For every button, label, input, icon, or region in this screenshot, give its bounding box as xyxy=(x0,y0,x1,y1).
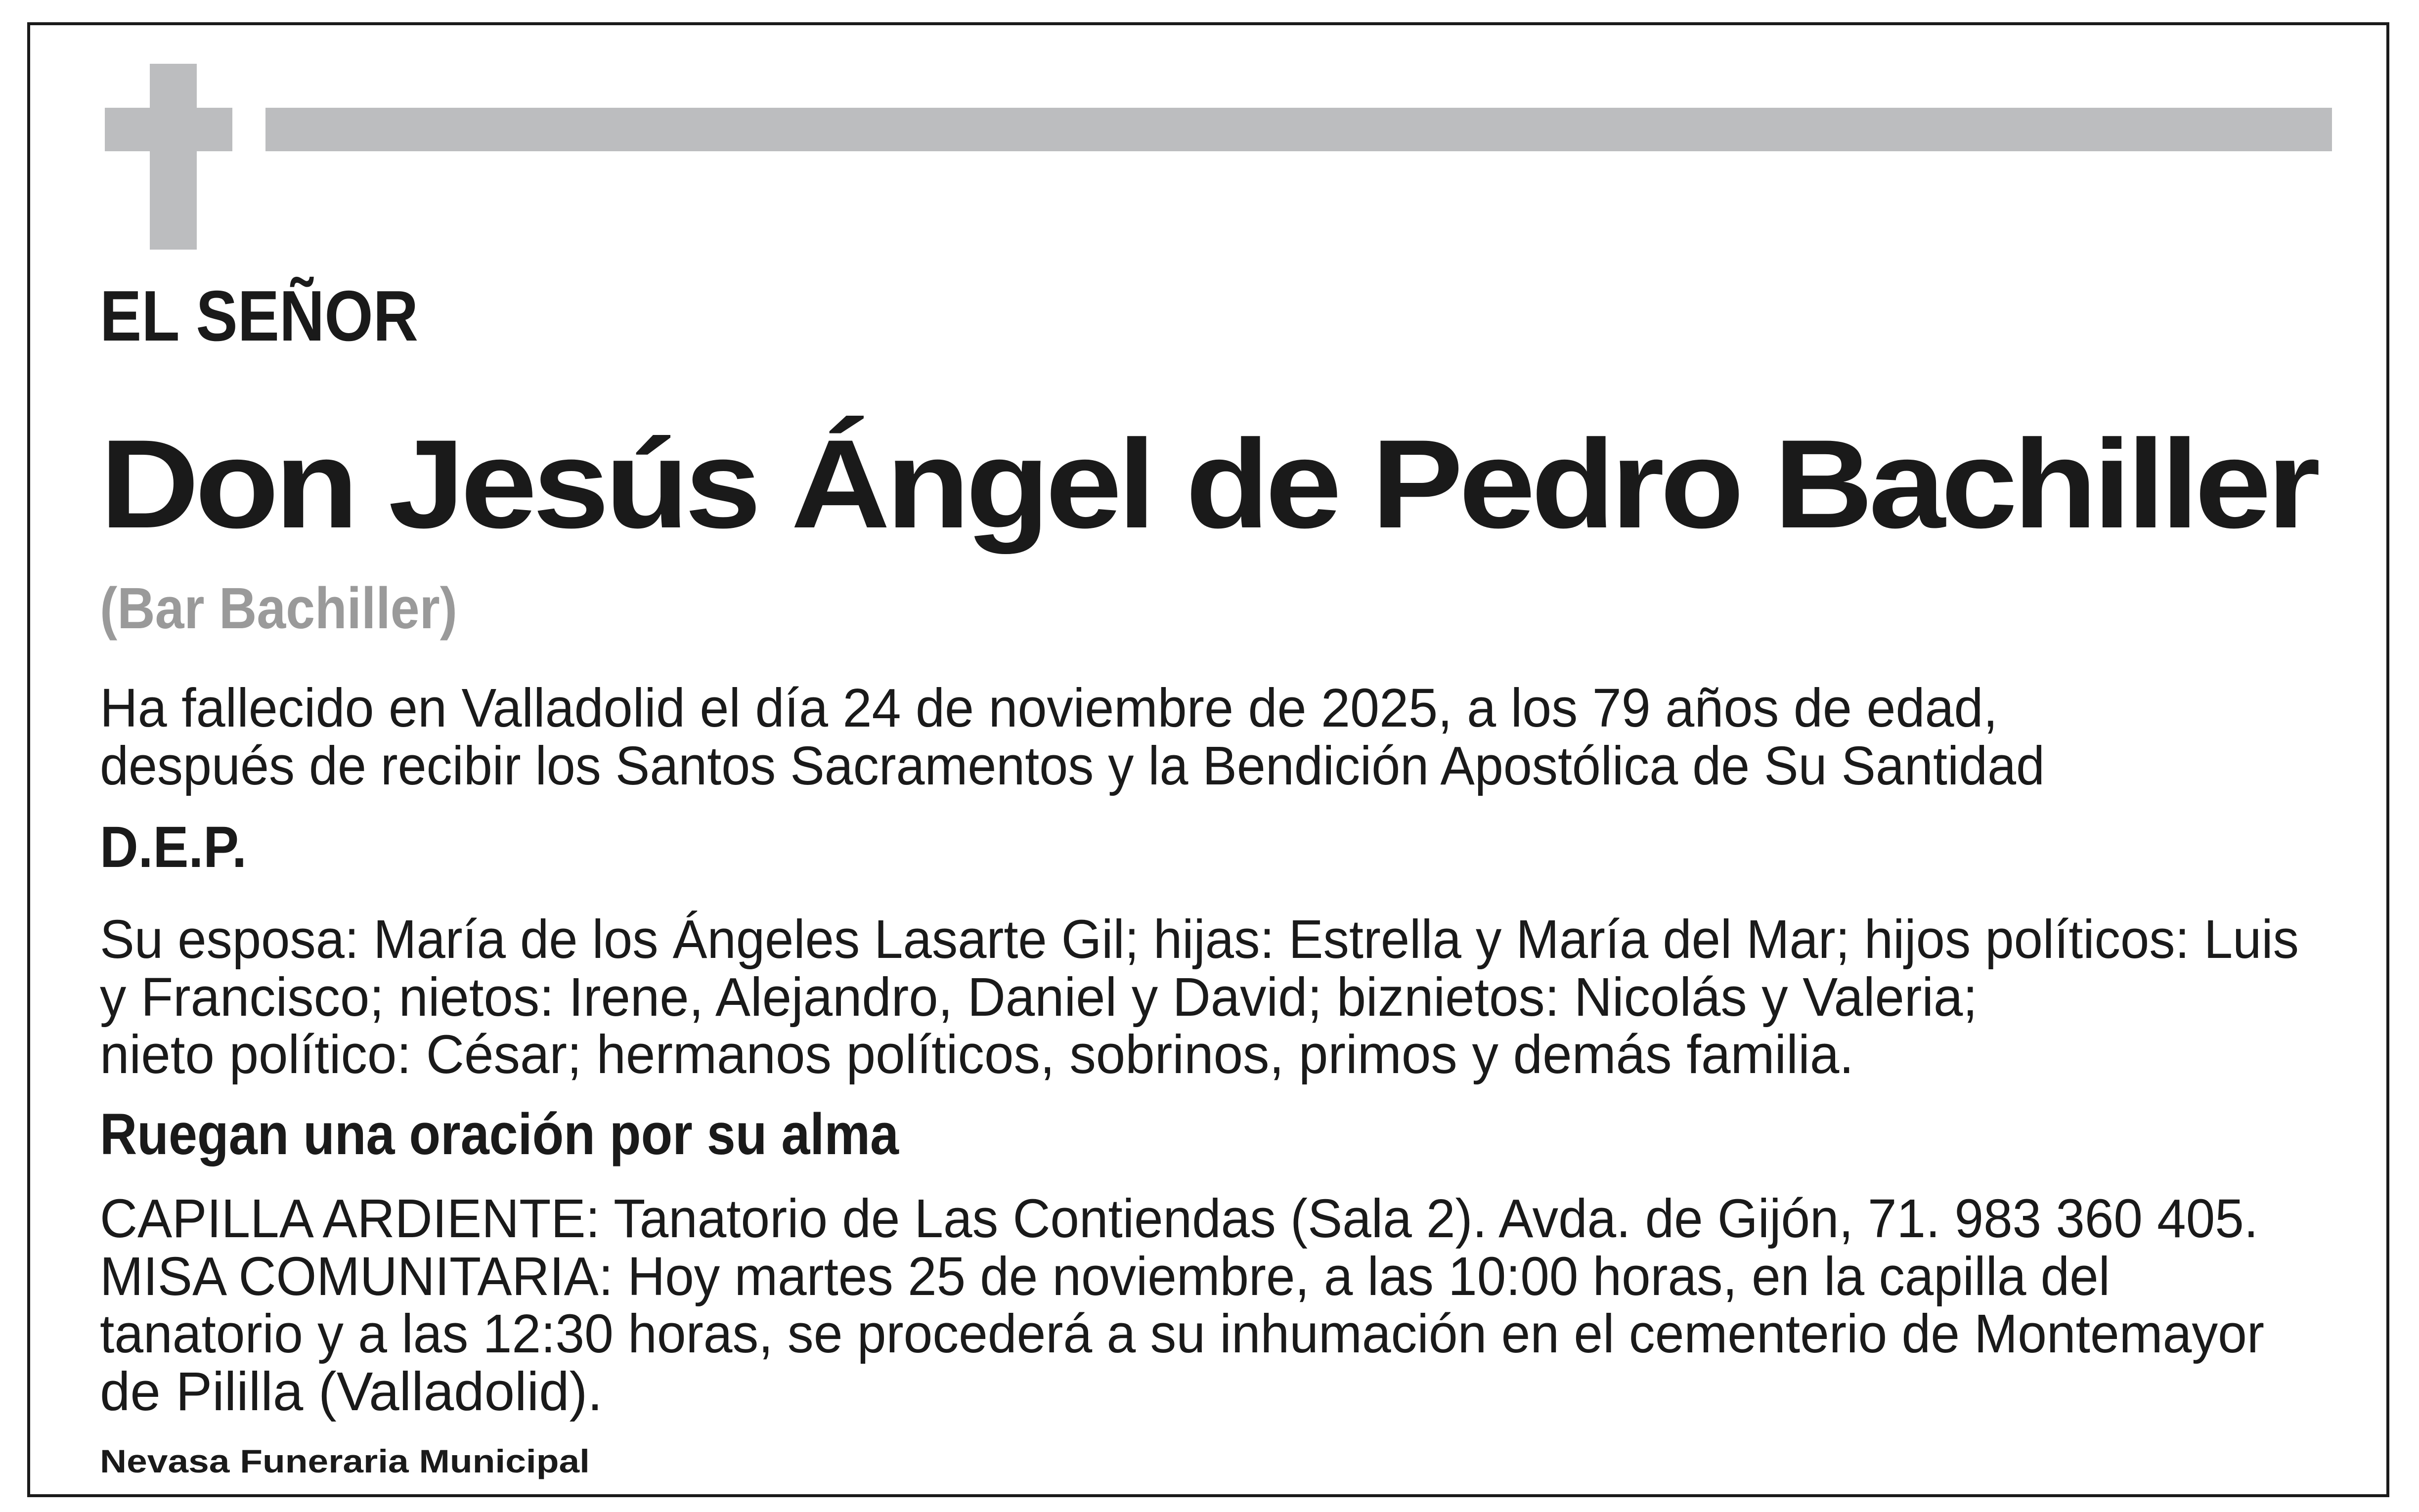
header-bar xyxy=(265,108,2332,151)
family-line: Su esposa: María de los Ángeles Lasarte Gil; hijas: Estrella y María del Mar; hijos políticos: Luis xyxy=(100,909,2299,970)
cross-icon xyxy=(150,64,197,250)
service-line: tanatorio y a las 12:30 horas, se procederá a su inhumación en el cementerio de Montemayor xyxy=(100,1303,2264,1364)
family-line: nieto político: César; hermanos políticos, sobrinos, primos y demás familia. xyxy=(100,1024,1854,1085)
family-line: y Francisco; nietos: Irene, Alejandro, Daniel y David; biznietos: Nicolás y Valeria; xyxy=(100,967,1978,1028)
prayer-heading: Ruegan una oración por su alma xyxy=(100,1102,899,1167)
service-line: CAPILLA ARDIENTE: Tanatorio de Las Contiendas (Sala 2). Avda. de Gijón, 71. 983 360 405. xyxy=(100,1188,2258,1249)
service-line: MISA COMUNITARIA: Hoy martes 25 de noviembre, a las 10:00 horas, en la capilla del xyxy=(100,1246,2110,1307)
service-line: de Pililla (Valladolid). xyxy=(100,1361,603,1422)
death-line: después de recibir los Santos Sacramentos y la Bendición Apostólica de Su Santidad xyxy=(100,735,2045,796)
nickname: (Bar Bachiller) xyxy=(100,576,457,641)
rip-label: D.E.P. xyxy=(100,815,247,880)
funeral-home: Nevasa Funeraria Municipal xyxy=(100,1443,590,1479)
death-line: Ha fallecido en Valladolid el día 24 de noviembre de 2025, a los 79 años de edad, xyxy=(100,678,1998,738)
cross-arm xyxy=(105,108,232,151)
deceased-name: Don Jesús Ángel de Pedro Bachiller xyxy=(100,414,2316,555)
honorific: EL SEÑOR xyxy=(100,276,418,356)
